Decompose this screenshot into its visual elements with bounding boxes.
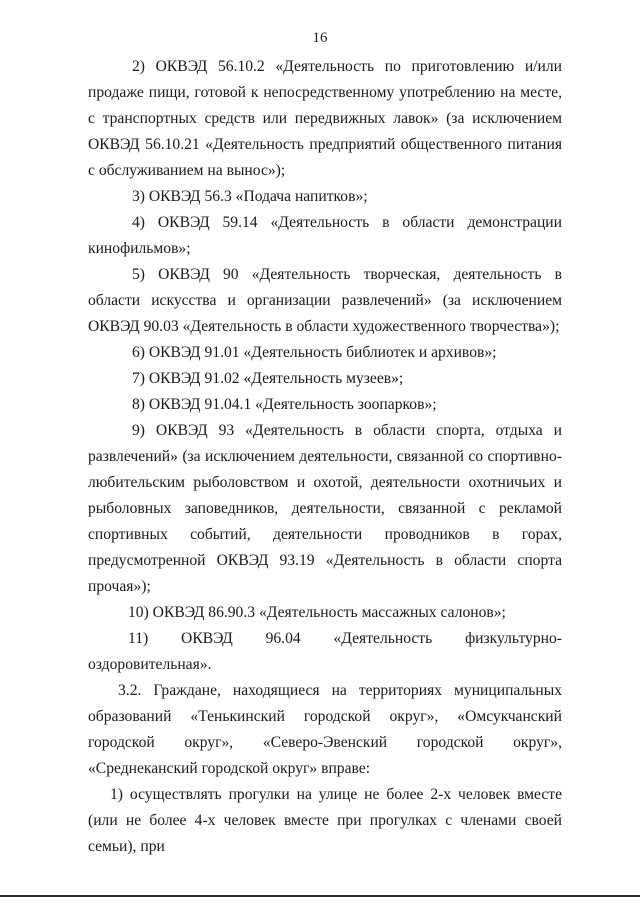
subitem-1-paragraph: 1) осуществлять прогулки на улице не более 2-х человек вместе (или не более 4-х человек вместе при прогулках с членами своей семьи), при <box>88 786 562 855</box>
list-item-okved-56-3: 3) ОКВЭД 56.3 «Подача напитков»; <box>132 188 368 205</box>
list-item-okved-93: 9) ОКВЭД 93 «Деятельность в области спорта, отдыха и развлечений» (за исключением деятельности, связанной со спортивно-любительским рыболовством и охотой, деятельности охотничьих и рыболовных заповедников, деятельности, связанной с рекламой спортивных событий, деятельности проводников в горах, предусмотренной ОКВЭД 93.19 «Деятельность в области спорта прочая»); <box>88 422 562 595</box>
list-item-okved-90: 5) ОКВЭД 90 «Деятельность творческая, деятельность в области искусства и организации развлечений» (за исключением ОКВЭД 90.03 «Деятельность в области художественного творчества»); <box>88 266 562 335</box>
list-item-okved-59-14: 4) ОКВЭД 59.14 «Деятельность в области демонстрации кинофильмов»; <box>88 214 562 257</box>
list-item-okved-91-04-1: 8) ОКВЭД 91.04.1 «Деятельность зоопарков»; <box>132 396 437 413</box>
list-item-okved-86-90-3: 10) ОКВЭД 86.90.3 «Деятельность массажных салонов»; <box>128 604 506 621</box>
bottom-rule <box>0 895 640 897</box>
page-number: 16 <box>312 30 328 46</box>
list-item-okved-91-01: 6) ОКВЭД 91.01 «Деятельность библиотек и архивов»; <box>132 344 497 361</box>
section-3-2-paragraph: 3.2. Граждане, находящиеся на территориях муниципальных образований «Тенькинский городской округ», «Омсукчанский городской округ», «Северо-Эвенский городской округ», «Среднеканский городской округ» вправе: <box>88 682 562 777</box>
list-item-okved-91-02: 7) ОКВЭД 91.02 «Деятельность музеев»; <box>132 370 404 387</box>
list-item-okved-96-04: 11) ОКВЭД 96.04 «Деятельность физкультурно-оздоровительная». <box>88 630 562 673</box>
list-item-okved-56-10-2: 2) ОКВЭД 56.10.2 «Деятельность по приготовлению и/или продаже пищи, готовой к непосредственному употреблению на месте, с транспортных средств или передвижных лавок» (за исключением ОКВЭД 56.10.21 «Деятельность предприятий общественного питания с обслуживанием на вынос»); <box>88 58 562 179</box>
document-body <box>88 54 562 860</box>
